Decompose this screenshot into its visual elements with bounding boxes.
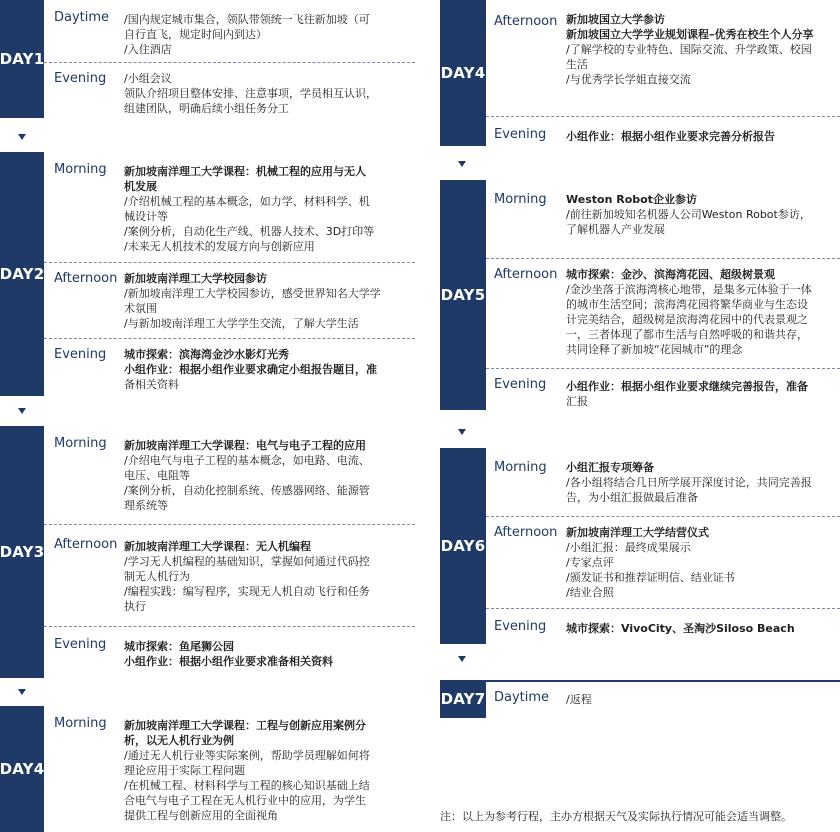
- content-line: 小组作业：根据小组作业要求继续完善报告，准备: [566, 380, 808, 393]
- content-line: 术氛围: [124, 302, 157, 315]
- session-title: 城市探索：鱼尾狮公园: [124, 640, 234, 653]
- day-label-text: DAY5: [440, 286, 486, 304]
- day-block-day7: [440, 680, 840, 718]
- content-line: /在机械工程、材料科学与工程的核心知识基础上结: [124, 779, 370, 792]
- session-evening: [44, 62, 415, 119]
- period-label: Evening: [54, 347, 107, 362]
- day-label-text: DAY3: [0, 543, 45, 561]
- session-content: [566, 525, 836, 600]
- session-morning: [486, 180, 840, 254]
- content-line: 小组作业：根据小组作业要求准备相关资料: [124, 655, 333, 668]
- session-morning: [44, 152, 415, 260]
- period-label: Morning: [494, 192, 547, 207]
- session-content: [124, 438, 404, 513]
- content-line: 组建团队，明确后续小组任务分工: [124, 102, 289, 115]
- day-block-day5: [440, 180, 840, 410]
- session-title: 新加坡南洋理工大学结营仪式: [566, 526, 709, 539]
- content-line: /了解学校的专业特色、国际交流、升学政策、校园: [566, 43, 812, 56]
- session-title: 新加坡南洋理工大学课程：无人机编程: [124, 540, 311, 553]
- session-content: [124, 347, 404, 392]
- day-label: [0, 152, 44, 396]
- session-content: [124, 12, 404, 57]
- down-arrow-icon: [18, 689, 26, 695]
- session-content: [566, 192, 836, 237]
- session-evening: [44, 338, 415, 397]
- session-content: [566, 12, 836, 87]
- day-label: [440, 180, 486, 410]
- content-line: 了解机器人产业发展: [566, 223, 665, 236]
- day-label: [0, 706, 44, 832]
- content-line: 理系统等: [124, 499, 168, 512]
- content-line: /结业合照: [566, 586, 614, 599]
- session-evening: [44, 626, 415, 679]
- period-label: Morning: [54, 162, 107, 177]
- content-line: /前往新加坡知名机器人公司Weston Robot参访，: [566, 208, 811, 221]
- session-content: [566, 460, 836, 505]
- content-line: 备相关资料: [124, 378, 179, 391]
- period-label: Evening: [494, 127, 547, 142]
- session-title: Weston Robot企业参访: [566, 193, 697, 206]
- content-line: /颁发证书和推荐证明信、结业证书: [566, 571, 735, 584]
- day-label-text: DAY4: [0, 760, 45, 778]
- content-line: 计完美结合，超级树是滨海湾花园中的代表景观之: [566, 313, 808, 326]
- down-arrow-icon: [458, 656, 466, 662]
- period-label: Evening: [54, 637, 107, 652]
- session-evening: [486, 116, 840, 147]
- session-daytime: [486, 680, 840, 718]
- content-line: /国内规定城市集合，领队带领统一飞往新加坡（可: [124, 13, 370, 26]
- session-content: [566, 267, 836, 357]
- down-arrow-icon: [458, 429, 466, 435]
- content-line: /金沙坐落于滨海湾核心地带，是集多元体验于一体: [566, 283, 812, 296]
- content-line: 小组作业：根据小组作业要求完善分析报告: [566, 130, 775, 143]
- content-line: 告，为小组汇报做最后准备: [566, 491, 698, 504]
- content-line: /编程实践：编写程序，实现无人机自动飞行和任务: [124, 585, 370, 598]
- session-evening: [486, 608, 840, 645]
- period-label: Afternoon: [494, 14, 558, 29]
- content-line: 共同诠释了新加坡“花园城市”的理念: [566, 343, 743, 356]
- content-line: 的城市生活空间；滨海湾花园将繁华商业与生态设: [566, 298, 808, 311]
- session-title: 新加坡南洋理工大学课程：工程与创新应用案例分 析，以无人机行业为例: [124, 719, 366, 747]
- session-afternoon: [486, 0, 840, 112]
- session-content: [566, 379, 836, 409]
- content-line: /通过无人机行业等实际案例，帮助学员理解如何将: [124, 749, 370, 762]
- session-title: 新加坡国立大学参访 新加坡国立大学学业规划课程–优秀在校生个人分享: [566, 13, 814, 41]
- session-title: 城市探索：滨海湾金沙水影灯光秀: [124, 348, 289, 361]
- content-line: 合电气与电子工程在无人机行业中的应用，为学生: [124, 794, 366, 807]
- session-afternoon: [44, 524, 415, 625]
- content-line: /介绍机械工程的基本概念，如力学、材料科学、机: [124, 195, 370, 208]
- content-line: /介绍电气与电子工程的基本概念，如电路、电流、: [124, 454, 370, 467]
- session-title: 新加坡南洋理工大学课程：机械工程的应用与无人 机发展: [124, 165, 366, 193]
- content-line: /与优秀学长学姐直接交流: [566, 73, 691, 86]
- day-label-text: DAY2: [0, 265, 45, 283]
- session-afternoon: [44, 262, 415, 337]
- period-label: Evening: [54, 71, 107, 86]
- session-evening: [486, 368, 840, 411]
- period-label: Morning: [54, 436, 107, 451]
- session-content: [124, 271, 404, 331]
- session-title: 城市探索：金沙、滨海湾花园、超级树景观: [566, 268, 775, 281]
- session-content: [124, 539, 404, 614]
- content-line: 执行: [124, 600, 146, 613]
- down-arrow-icon: [458, 161, 466, 167]
- session-content: [124, 71, 404, 116]
- content-line: /专家点评: [566, 556, 614, 569]
- content-line: /入住酒店: [124, 43, 172, 56]
- session-afternoon: [486, 516, 840, 609]
- content-line: /案例分析，自动化生产线、机器人技术、3D打印等: [124, 225, 375, 238]
- day-label-text: DAY6: [440, 537, 486, 555]
- content-line: 汇报: [566, 395, 588, 408]
- session-content: [566, 621, 836, 636]
- day-label: [440, 448, 486, 644]
- session-afternoon: [486, 258, 840, 369]
- day-label-text: DAY7: [440, 690, 486, 708]
- day-block-day1: [0, 0, 415, 118]
- period-label: Daytime: [494, 690, 550, 705]
- day-block-day4-continued: [440, 0, 840, 146]
- day-label-text: DAY4: [440, 64, 486, 82]
- content-line: 理论应用于实际工程问题: [124, 764, 245, 777]
- period-label: Evening: [494, 619, 547, 634]
- footnote: 注：以上为参考行程，主办方根据天气及实际执行情况可能会适当调整。: [440, 810, 792, 823]
- day-block-day3: [0, 426, 415, 678]
- content-line: 械设计等: [124, 210, 168, 223]
- session-morning: [44, 426, 415, 522]
- period-label: Afternoon: [494, 267, 558, 282]
- content-line: 提供工程与创新应用的全面视角: [124, 809, 278, 822]
- down-arrow-icon: [18, 134, 26, 140]
- content-line: /未来无人机技术的发展方向与创新应用: [124, 240, 315, 253]
- content-line: /新加坡南洋理工大学校园参访，感受世界知名大学学: [124, 287, 381, 300]
- content-line: /案例分析，自动化控制系统、传感器网络、能源管: [124, 484, 370, 497]
- content-line: 领队介绍项目整体安排、注意事项，学员相互认识，: [124, 87, 377, 100]
- content-line: /学习无人机编程的基础知识，掌握如何通过代码控: [124, 555, 370, 568]
- content-line: 一，三者体现了都市生活与自然呼吸的和谐共存，: [566, 328, 808, 341]
- content-line: /小组汇报：最终成果展示: [566, 541, 691, 554]
- session-content: [566, 129, 836, 144]
- content-line: 小组作业：根据小组作业要求确定小组报告题目，准: [124, 363, 377, 376]
- content-line: /与新加坡南洋理工大学学生交流，了解大学生活: [124, 317, 359, 330]
- day-label: [440, 0, 486, 146]
- content-line: /返程: [566, 693, 592, 706]
- period-label: Afternoon: [54, 537, 118, 552]
- session-daytime: [0, 0, 415, 62]
- period-label: Morning: [54, 716, 107, 731]
- session-content: [124, 639, 404, 669]
- period-label: Evening: [494, 377, 547, 392]
- period-label: Daytime: [54, 10, 110, 25]
- session-morning: [486, 448, 840, 514]
- content-line: /小组会议: [124, 72, 172, 85]
- session-content: [124, 718, 404, 823]
- day-block-day6: [440, 448, 840, 644]
- content-line: 制无人机行为: [124, 570, 190, 583]
- content-line: 电压、电阻等: [124, 469, 190, 482]
- content-line: /各小组将结合几日所学展开深度讨论，共同完善报: [566, 476, 812, 489]
- content-line: 城市探索：VivoCity、圣淘沙Siloso Beach: [566, 622, 795, 635]
- day-block-day2: [0, 152, 415, 396]
- session-title: 新加坡南洋理工大学校园参访: [124, 272, 267, 285]
- session-content: [124, 164, 404, 254]
- session-content: [566, 692, 836, 707]
- period-label: Afternoon: [494, 525, 558, 540]
- period-label: Afternoon: [54, 271, 118, 286]
- day-label: [440, 680, 486, 718]
- session-title: 新加坡南洋理工大学课程：电气与电子工程的应用: [124, 439, 366, 452]
- day-label-text: DAY1: [0, 50, 45, 68]
- down-arrow-icon: [18, 408, 26, 414]
- day-label: [0, 426, 44, 678]
- content-line: 生活: [566, 58, 588, 71]
- period-label: Morning: [494, 460, 547, 475]
- content-line: 自行直飞，规定时间内到达）: [124, 28, 267, 41]
- day-block-day4: [0, 706, 415, 832]
- session-title: 小组汇报专项筹备: [566, 461, 654, 474]
- session-morning: [44, 706, 415, 832]
